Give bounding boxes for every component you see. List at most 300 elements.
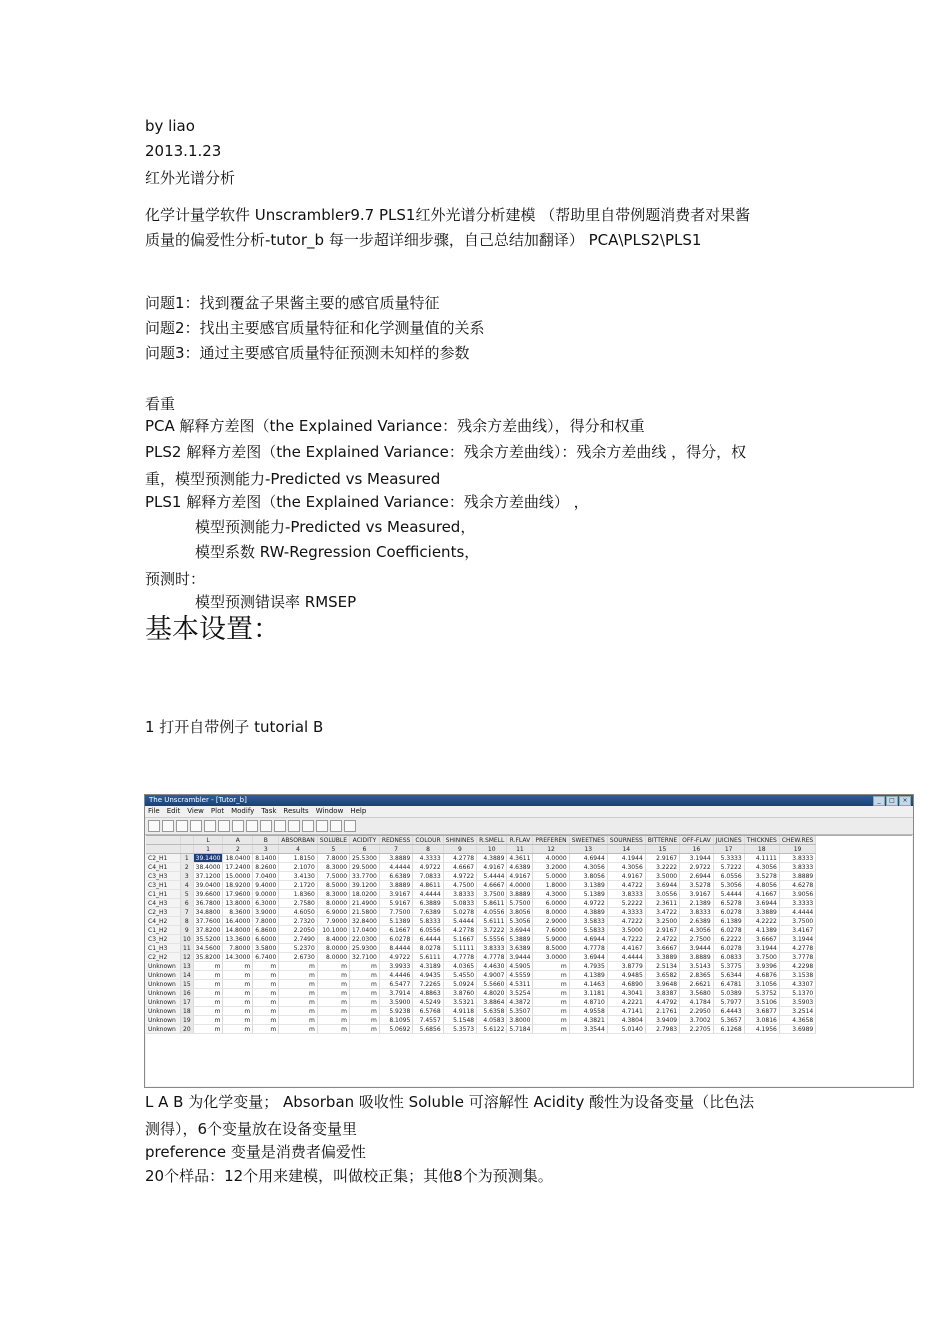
grid-cell: 3.0556 [645,890,679,899]
column-header: THICKNES [744,836,779,845]
grid-cell: 10.1000 [317,926,349,935]
predict-line: 模型预测错误率 RMSEP [195,593,357,611]
grid-cell: 8.5000 [533,944,569,953]
grid-cell: 5.6358 [477,1007,507,1016]
grid-cell: 5.7184 [507,1025,533,1034]
grid-cell: 39.1200 [350,881,380,890]
grid-cell: m [193,980,223,989]
grid-cell: 3.9648 [645,980,679,989]
grid-cell: 4.4722 [607,881,645,890]
grid-cell: 7.6000 [533,926,569,935]
grid-cell: 4.3056 [680,926,714,935]
grid-cell: 2.7320 [279,917,318,926]
after-line-2: 测得），6个变量放在设备变量里 [145,1120,358,1138]
grid-cell: 6.5278 [713,899,744,908]
grid-cell: 5.3752 [744,989,779,998]
corner-cell [146,836,181,845]
grid-cell: 4.1944 [607,854,645,863]
grid-cell: 5.3889 [507,935,533,944]
row-index: 14 [181,971,194,980]
table-row [146,908,816,917]
column-index: 11 [507,845,533,854]
row-index: 19 [181,1016,194,1025]
grid-cell: 4.9722 [443,872,476,881]
grid-cell: 5.6111 [477,917,507,926]
row-name: Unknown [146,1007,181,1016]
row-name: Unknown [146,998,181,1007]
grid-cell: 5.1548 [443,1016,476,1025]
grid-cell: 35.8200 [193,953,223,962]
grid-cell: 5.7500 [507,899,533,908]
grid-cell: 8.1400 [253,854,279,863]
grid-cell: m [223,962,253,971]
after-line-4: 20个样品：12个用来建模，叫做校正集；其他8个为预测集。 [145,1167,553,1185]
grid-cell: m [533,1016,569,1025]
grid-cell: 4.7935 [569,962,607,971]
grid-cell: 6.4443 [713,1007,744,1016]
grid-cell: 3.5000 [645,872,679,881]
grid-cell: 3.1944 [779,935,815,944]
grid-cell: 3.8760 [443,989,476,998]
question-2: 问题2：找出主要感官质量特征和化学测量值的关系 [145,319,485,337]
row-index: 4 [181,881,194,890]
grid-cell: 6.0278 [713,944,744,953]
grid-cell: m [223,998,253,1007]
grid-cell: 4.4792 [645,998,679,1007]
grid-cell: m [253,962,279,971]
grid-cell: 18.9200 [223,881,253,890]
grid-cell: 3.0816 [744,1016,779,1025]
grid-cell: m [223,989,253,998]
focus-pls1-3: 模型系数 RW-Regression Coefficients， [195,543,480,561]
grid-cell: 2.2050 [279,926,318,935]
row-name: C4_H1 [146,863,181,872]
grid-cell: 3.6944 [507,926,533,935]
grid-cell: m [533,989,569,998]
sort-icon [316,820,328,832]
column-header: BITTERNE [645,836,679,845]
grid-cell: 5.3657 [713,1016,744,1025]
column-index: 9 [443,845,476,854]
column-header: SWEETNES [569,836,607,845]
grid-cell: 6.5768 [413,1007,443,1016]
delete-icon [302,820,314,832]
grid-cell: 5.2222 [607,899,645,908]
grid-cell: 6.0278 [379,935,412,944]
unscrambler-screenshot [144,794,914,1088]
column-index: 1 [193,845,223,854]
row-name: C1_H3 [146,944,181,953]
cut-icon [190,820,202,832]
grid-cell: 8.3000 [317,863,349,872]
grid-cell: 2.7983 [645,1025,679,1034]
grid-cell: 2.6944 [680,872,714,881]
grid-cell: m [253,1025,279,1034]
grid-cell: 14.3000 [223,953,253,962]
grid-cell: 3.7500 [477,890,507,899]
menu-item-task[interactable]: Task [261,807,277,815]
grid-cell: 9.0000 [253,890,279,899]
grid-cell: 8.3000 [317,890,349,899]
copy-icon [204,820,216,832]
grid-cell: 2.3611 [645,899,679,908]
grid-cell: 6.4781 [713,980,744,989]
grid-cell: 2.6730 [279,953,318,962]
row-index: 5 [181,890,194,899]
index-row [146,845,816,854]
grid-cell: 6.0833 [713,953,744,962]
grid-cell: 4.8020 [477,989,507,998]
grid-cell: m [317,998,349,1007]
grid-cell: 5.8611 [477,899,507,908]
grid-cell: 4.3189 [413,962,443,971]
grid-cell: 3.8333 [443,890,476,899]
grid-cell: 3.5278 [680,881,714,890]
grid-cell: m [253,1016,279,1025]
grid-cell: 15.0000 [223,872,253,881]
grid-cell: 3.7500 [779,917,815,926]
column-header: CHEW.RES [779,836,815,845]
maximize-icon: □ [886,796,898,806]
grid-cell: 4.3333 [413,854,443,863]
column-header: R.SMELL [477,836,507,845]
grid-cell: 3.6389 [507,944,533,953]
grid-cell: 4.5905 [507,962,533,971]
grid-cell: 4.4444 [607,953,645,962]
column-index: 4 [279,845,318,854]
column-index: 16 [680,845,714,854]
column-header: R.FLAV [507,836,533,845]
row-index: 2 [181,863,194,872]
grid-cell: 2.9722 [680,863,714,872]
header-row [146,836,816,845]
grid-cell: 3.3333 [779,899,815,908]
grid-cell: 7.8000 [223,944,253,953]
grid-cell: 4.3307 [779,980,815,989]
column-header: REDNESS [379,836,412,845]
grid-cell: 4.9722 [379,953,412,962]
grid-cell: m [279,989,318,998]
grid-cell: 8.0000 [317,944,349,953]
table-row [146,890,816,899]
grid-cell: 5.0692 [379,1025,412,1034]
menu-item-modify[interactable]: Modify [231,807,255,815]
grid-cell: 36.7800 [193,899,223,908]
grid-cell: 6.1389 [713,917,744,926]
grid-cell: 6.0278 [713,926,744,935]
column-index: 7 [379,845,412,854]
grid-cell: 4.2298 [779,962,815,971]
window-menubar [145,806,913,818]
grid-cell: 34.8800 [193,908,223,917]
intro-line-2: 质量的偏爱性分析-tutor_b 每一步超详细步骤，自己总结加翻译） PCA\PLS2\PLS1 [145,231,702,249]
grid-cell: 7.8000 [253,917,279,926]
table-row [146,998,816,1007]
grid-cell: 4.2221 [607,998,645,1007]
table-row [146,962,816,971]
grid-cell: 3.8889 [779,872,815,881]
column-header: OFF-FLAV [680,836,714,845]
grid-cell: 17.0400 [350,926,380,935]
grid-cell: 5.3056 [507,917,533,926]
row-name: C3_H3 [146,872,181,881]
table-row [146,971,816,980]
table-row [146,989,816,998]
grid-cell: 3.8889 [507,890,533,899]
grid-cell: 3.0000 [533,953,569,962]
grid-cell: m [317,1007,349,1016]
grid-cell: 5.1389 [569,890,607,899]
grid-cell: 2.8365 [680,971,714,980]
grid-cell: 1.8000 [533,881,569,890]
grid-cell: m [253,1007,279,1016]
after-line-3: preference 变量是消费者偏爱性 [145,1143,366,1161]
grid-cell: 6.6000 [253,935,279,944]
row-name: Unknown [146,989,181,998]
grid-cell: m [193,989,223,998]
grid-cell: 4.7141 [607,1007,645,1016]
grid-cell: 4.4446 [379,971,412,980]
grid-cell: 38.4000 [193,863,223,872]
topic-line: 红外光谱分析 [145,169,236,187]
grid-cell: 4.9167 [507,872,533,881]
grid-cell: 5.9167 [379,899,412,908]
grid-cell: 3.7002 [680,1016,714,1025]
grid-cell: 4.5311 [507,980,533,989]
corner-cell [146,845,181,854]
date-line: 2013.1.23 [145,142,222,160]
grid-cell: 5.2370 [279,944,318,953]
column-index: 13 [569,845,607,854]
grid-cell: 4.3041 [607,989,645,998]
grid-cell: 39.1400 [193,854,223,863]
focus-heading: 看重 [145,395,176,413]
menu-item-view[interactable]: View [187,807,204,815]
grid-cell: 3.5833 [569,917,607,926]
window-titlebar [145,795,913,806]
grid-cell: m [279,1007,318,1016]
grid-cell: 2.2705 [680,1025,714,1034]
grid-cell: 14.8000 [223,926,253,935]
grid-cell: m [350,1007,380,1016]
grid-cell: 4.6278 [779,881,815,890]
grid-cell: 4.7500 [443,881,476,890]
grid-cell: 5.0140 [607,1025,645,1034]
grid-cell: 7.5000 [317,872,349,881]
grid-cell: 3.5254 [507,989,533,998]
row-name: C3_H1 [146,881,181,890]
grid-cell: 16.4000 [223,917,253,926]
function-icon [330,820,342,832]
question-1: 问题1：找到覆盆子果酱主要的感官质量特征 [145,294,440,312]
grid-cell: 3.1389 [569,881,607,890]
grid-cell: 6.0556 [413,926,443,935]
grid-cell: 3.2514 [779,1007,815,1016]
grid-cell: 3.1056 [744,980,779,989]
grid-cell: 4.6667 [477,881,507,890]
grid-cell: 5.1111 [443,944,476,953]
grid-cell: 3.8864 [477,998,507,1007]
grid-cell: 18.0200 [350,890,380,899]
grid-cell: 4.9007 [477,971,507,980]
grid-cell: m [350,1016,380,1025]
grid-cell: 37.7600 [193,917,223,926]
focus-pls2-2: 重，模型预测能力-Predicted vs Measured [145,470,441,488]
grid-cell: 4.1111 [744,854,779,863]
grid-cell: 3.8889 [379,881,412,890]
grid-cell: 4.3889 [477,854,507,863]
grid-cell: 3.5680 [680,989,714,998]
column-header: SOLUBLE [317,836,349,845]
grid-cell: 8.5000 [317,881,349,890]
grid-cell: m [317,1025,349,1034]
column-header: A [223,836,253,845]
grid-cell: m [223,1025,253,1034]
grid-cell: 3.5321 [443,998,476,1007]
menu-item-help[interactable]: Help [350,807,367,815]
grid-cell: 4.9485 [607,971,645,980]
column-header: B [253,836,279,845]
grid-cell: m [533,1007,569,1016]
grid-cell: 5.3333 [713,854,744,863]
table-row [146,881,816,890]
grid-cell: m [350,998,380,1007]
close-icon: × [899,796,911,806]
grid-cell: 4.3821 [569,1016,607,1025]
grid-cell: 4.8710 [569,998,607,1007]
menu-item-results[interactable]: Results [283,807,309,815]
data-grid [146,835,912,1086]
grid-cell: 5.1389 [379,917,412,926]
table-row [146,872,816,881]
grid-cell: 4.6876 [744,971,779,980]
step-1: 1 打开自带例子 tutorial B [145,718,324,736]
grid-cell: 5.5660 [477,980,507,989]
grid-cell: 3.2500 [645,917,679,926]
column-index: 15 [645,845,679,854]
zoom-icon [246,820,258,832]
grid-cell: 6.8600 [253,926,279,935]
grid-cell: 4.9558 [569,1007,607,1016]
grid-cell: 5.4444 [477,872,507,881]
column-header: L [193,836,223,845]
grid-cell: 4.1956 [744,1025,779,1034]
grid-cell: 5.6344 [713,971,744,980]
grid-cell: 4.8611 [413,881,443,890]
menu-item-file[interactable]: File [148,807,160,815]
grid-cell: m [253,998,279,1007]
column-index: 19 [779,845,815,854]
column-header: COLOUR [413,836,443,845]
grid-cell: 4.6944 [569,935,607,944]
grid-cell: 4.4444 [379,863,412,872]
grid-cell: 3.1181 [569,989,607,998]
grid-cell: 2.1389 [680,899,714,908]
grid-cell: 5.0000 [533,872,569,881]
section-title: 基本设置： [145,614,280,645]
grid-cell: 5.5833 [569,926,607,935]
table-row [146,926,816,935]
grid-cell: 4.0000 [533,854,569,863]
grid-cell: m [350,971,380,980]
grid-cell: 7.4557 [413,1016,443,1025]
grid-cell: 7.7500 [379,908,412,917]
grid-cell: 4.3333 [607,908,645,917]
grid-cell: 4.4630 [477,962,507,971]
grid-cell: 4.6050 [279,908,318,917]
column-header: SOURNESS [607,836,645,845]
grid-cell: 4.9722 [413,863,443,872]
row-name: C2_H3 [146,908,181,917]
grid-cell: m [533,971,569,980]
grid-cell: 5.3775 [713,962,744,971]
grid-cell: 7.0833 [413,872,443,881]
grid-cell: 3.8889 [680,953,714,962]
grid-cell: 3.6944 [744,899,779,908]
grid-cell: 6.9000 [317,908,349,917]
grid-cell: 4.2778 [443,926,476,935]
grid-cell: m [193,1025,223,1034]
grid-cell: 4.2778 [779,944,815,953]
grid-cell: 4.5249 [413,998,443,1007]
grid-cell: 1.8150 [279,854,318,863]
grid-cell: 4.6890 [607,980,645,989]
grid-cell: 5.8333 [413,917,443,926]
paste-icon [218,820,230,832]
grid-cell: 3.6667 [645,944,679,953]
grid-cell: 21.4900 [350,899,380,908]
row-index: 13 [181,962,194,971]
grid-cell: m [317,1016,349,1025]
grid-cell: 3.6582 [645,971,679,980]
column-index: 12 [533,845,569,854]
grid-cell: 6.6389 [379,872,412,881]
grid-cell: 32.8400 [350,917,380,926]
grid-cell: 1.8360 [279,890,318,899]
grid-cell: m [350,1025,380,1034]
grid-cell: 8.2600 [253,863,279,872]
grid-cell: 6.3000 [253,899,279,908]
grid-cell: 3.9167 [680,890,714,899]
grid-cell: 4.0556 [477,908,507,917]
row-name: C4_H3 [146,899,181,908]
menu-item-window[interactable]: Window [315,807,344,815]
grid-cell: 4.6944 [569,854,607,863]
column-index: 6 [350,845,380,854]
grid-cell: 3.1944 [744,944,779,953]
column-index: 14 [607,845,645,854]
grid-cell: m [350,980,380,989]
row-index: 17 [181,998,194,1007]
row-index: 8 [181,917,194,926]
row-name: C3_H2 [146,935,181,944]
open-icon [162,820,174,832]
grid-cell: 5.6111 [413,953,443,962]
grid-cell: 3.9056 [779,890,815,899]
grid-cell: 3.8056 [569,872,607,881]
table-row [146,944,816,953]
table-row [146,863,816,872]
grid-cell: 6.7400 [253,953,279,962]
grid-cell: 37.8200 [193,926,223,935]
menu-item-edit[interactable]: Edit [166,807,181,815]
grid-cell: 3.8333 [477,944,507,953]
grid-cell: 3.6944 [569,953,607,962]
menu-item-plot[interactable]: Plot [210,807,225,815]
column-header: PREFEREN [533,836,569,845]
grid-cell: 5.3573 [443,1025,476,1034]
grid-cell: m [193,971,223,980]
